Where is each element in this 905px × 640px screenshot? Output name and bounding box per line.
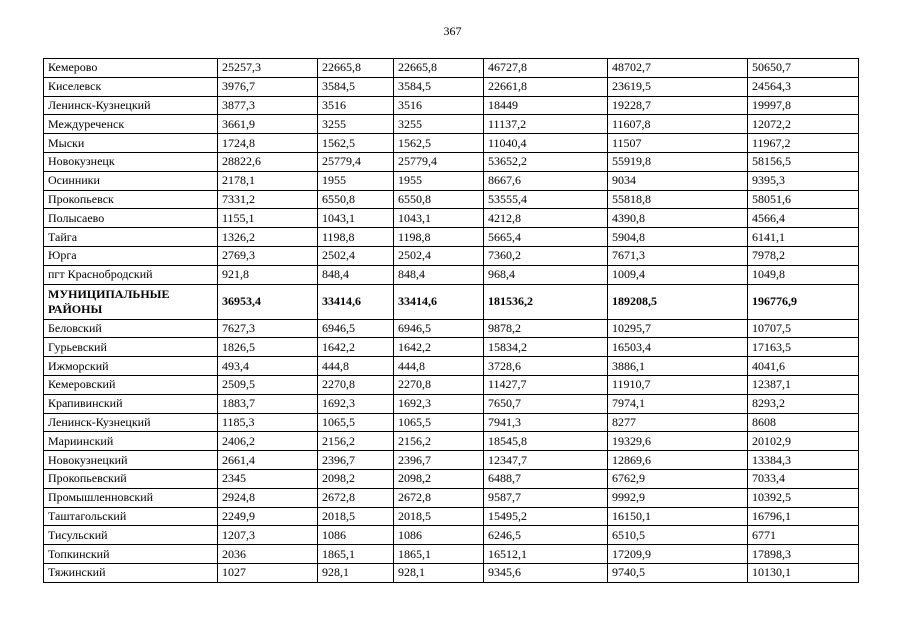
value-cell: 189208,5 <box>608 284 748 319</box>
value-cell: 928,1 <box>394 563 484 582</box>
table-row <box>44 59 859 78</box>
row-name-cell: МУНИЦИПАЛЬНЫЕ РАЙОНЫ <box>44 284 218 319</box>
value-cell: 2249,9 <box>218 507 318 526</box>
value-cell: 10707,5 <box>748 319 859 338</box>
value-cell: 1642,2 <box>318 338 394 357</box>
value-cell: 58051,6 <box>748 190 859 209</box>
value-cell: 1065,5 <box>318 413 394 432</box>
value-cell: 196776,9 <box>748 284 859 319</box>
value-cell: 8608 <box>748 413 859 432</box>
value-cell: 2672,8 <box>394 488 484 507</box>
value-cell: 9992,9 <box>608 488 748 507</box>
value-cell: 9345,6 <box>484 563 608 582</box>
value-cell: 36953,4 <box>218 284 318 319</box>
value-cell: 19329,6 <box>608 432 748 451</box>
value-cell: 16512,1 <box>484 545 608 564</box>
value-cell: 11507 <box>608 134 748 153</box>
value-cell: 1865,1 <box>318 545 394 564</box>
value-cell: 1955 <box>318 171 394 190</box>
value-cell: 12072,2 <box>748 115 859 134</box>
value-cell: 3877,3 <box>218 96 318 115</box>
row-name-cell: Тайга <box>44 228 218 247</box>
value-cell: 24564,3 <box>748 77 859 96</box>
value-cell: 22661,8 <box>484 77 608 96</box>
row-name-cell: Таштагольский <box>44 507 218 526</box>
value-cell: 18545,8 <box>484 432 608 451</box>
value-cell: 5665,4 <box>484 228 608 247</box>
value-cell: 6550,8 <box>394 190 484 209</box>
value-cell: 3886,1 <box>608 357 748 376</box>
table-row <box>44 209 859 228</box>
row-name-cell: пгт Краснобродский <box>44 265 218 284</box>
row-name-cell: Прокопьевский <box>44 469 218 488</box>
value-cell: 9740,5 <box>608 563 748 582</box>
value-cell: 11040,4 <box>484 134 608 153</box>
row-name-cell: Кемеровский <box>44 375 218 394</box>
table-row <box>44 451 859 470</box>
value-cell: 3584,5 <box>318 77 394 96</box>
value-cell: 25779,4 <box>394 152 484 171</box>
value-cell: 3584,5 <box>394 77 484 96</box>
value-cell: 1009,4 <box>608 265 748 284</box>
value-cell: 493,4 <box>218 357 318 376</box>
value-cell: 2509,5 <box>218 375 318 394</box>
value-cell: 33414,6 <box>318 284 394 319</box>
row-name-cell: Тяжинский <box>44 563 218 582</box>
value-cell: 53555,4 <box>484 190 608 209</box>
value-cell: 9395,3 <box>748 171 859 190</box>
value-cell: 2018,5 <box>394 507 484 526</box>
value-cell: 55818,8 <box>608 190 748 209</box>
value-cell: 15495,2 <box>484 507 608 526</box>
value-cell: 18449 <box>484 96 608 115</box>
value-cell: 12869,6 <box>608 451 748 470</box>
value-cell: 15834,2 <box>484 338 608 357</box>
table-row <box>44 563 859 582</box>
value-cell: 1043,1 <box>394 209 484 228</box>
value-cell: 1027 <box>218 563 318 582</box>
value-cell: 3728,6 <box>484 357 608 376</box>
table-row <box>44 338 859 357</box>
page-number: 367 <box>443 24 462 38</box>
value-cell: 921,8 <box>218 265 318 284</box>
value-cell: 10392,5 <box>748 488 859 507</box>
value-cell: 7978,2 <box>748 246 859 265</box>
value-cell: 19997,8 <box>748 96 859 115</box>
table-row <box>44 507 859 526</box>
value-cell: 928,1 <box>318 563 394 582</box>
table-row <box>44 526 859 545</box>
table-row <box>44 115 859 134</box>
value-cell: 19228,7 <box>608 96 748 115</box>
row-name-cell: Мариинский <box>44 432 218 451</box>
value-cell: 6550,8 <box>318 190 394 209</box>
value-cell: 3516 <box>318 96 394 115</box>
value-cell: 181536,2 <box>484 284 608 319</box>
value-cell: 6141,1 <box>748 228 859 247</box>
value-cell: 8293,2 <box>748 394 859 413</box>
row-name-cell: Промышленновский <box>44 488 218 507</box>
value-cell: 16503,4 <box>608 338 748 357</box>
value-cell: 444,8 <box>318 357 394 376</box>
value-cell: 6771 <box>748 526 859 545</box>
table-row <box>44 134 859 153</box>
table-row <box>44 77 859 96</box>
row-name-cell: Ижморский <box>44 357 218 376</box>
value-cell: 2924,8 <box>218 488 318 507</box>
value-cell: 1326,2 <box>218 228 318 247</box>
value-cell: 25257,3 <box>218 59 318 78</box>
value-cell: 1826,5 <box>218 338 318 357</box>
value-cell: 48702,7 <box>608 59 748 78</box>
table-row <box>44 488 859 507</box>
value-cell: 1086 <box>394 526 484 545</box>
value-cell: 1865,1 <box>394 545 484 564</box>
table-row <box>44 96 859 115</box>
row-name-cell: Топкинский <box>44 545 218 564</box>
value-cell: 1198,8 <box>318 228 394 247</box>
value-cell: 1955 <box>394 171 484 190</box>
value-cell: 11137,2 <box>484 115 608 134</box>
value-cell: 33414,6 <box>394 284 484 319</box>
value-cell: 20102,9 <box>748 432 859 451</box>
value-cell: 17209,9 <box>608 545 748 564</box>
value-cell: 1562,5 <box>394 134 484 153</box>
value-cell: 8277 <box>608 413 748 432</box>
value-cell: 11910,7 <box>608 375 748 394</box>
table-body <box>44 59 859 583</box>
value-cell: 4041,6 <box>748 357 859 376</box>
value-cell: 2769,3 <box>218 246 318 265</box>
row-name-cell: Новокузнецкий <box>44 451 218 470</box>
value-cell: 7360,2 <box>484 246 608 265</box>
value-cell: 2396,7 <box>394 451 484 470</box>
value-cell: 2661,4 <box>218 451 318 470</box>
value-cell: 9034 <box>608 171 748 190</box>
table-row <box>44 545 859 564</box>
value-cell: 2018,5 <box>318 507 394 526</box>
value-cell: 17898,3 <box>748 545 859 564</box>
value-cell: 6946,5 <box>394 319 484 338</box>
row-name-cell: Гурьевский <box>44 338 218 357</box>
value-cell: 1692,3 <box>394 394 484 413</box>
value-cell: 10130,1 <box>748 563 859 582</box>
table-row <box>44 190 859 209</box>
row-name-cell: Прокопьевск <box>44 190 218 209</box>
row-name-cell: Мыски <box>44 134 218 153</box>
value-cell: 10295,7 <box>608 319 748 338</box>
value-cell: 6246,5 <box>484 526 608 545</box>
value-cell: 1198,8 <box>394 228 484 247</box>
table-row <box>44 265 859 284</box>
value-cell: 1086 <box>318 526 394 545</box>
row-name-cell: Киселевск <box>44 77 218 96</box>
value-cell: 848,4 <box>318 265 394 284</box>
value-cell: 7650,7 <box>484 394 608 413</box>
value-cell: 2406,2 <box>218 432 318 451</box>
value-cell: 2270,8 <box>394 375 484 394</box>
table-row <box>44 432 859 451</box>
value-cell: 16150,1 <box>608 507 748 526</box>
table-row <box>44 152 859 171</box>
value-cell: 16796,1 <box>748 507 859 526</box>
value-cell: 25779,4 <box>318 152 394 171</box>
value-cell: 1155,1 <box>218 209 318 228</box>
value-cell: 2178,1 <box>218 171 318 190</box>
row-name-cell: Крапивинский <box>44 394 218 413</box>
value-cell: 3516 <box>394 96 484 115</box>
value-cell: 7033,4 <box>748 469 859 488</box>
value-cell: 2036 <box>218 545 318 564</box>
value-cell: 1692,3 <box>318 394 394 413</box>
value-cell: 3255 <box>394 115 484 134</box>
value-cell: 1724,8 <box>218 134 318 153</box>
value-cell: 8667,6 <box>484 171 608 190</box>
value-cell: 1043,1 <box>318 209 394 228</box>
value-cell: 11607,8 <box>608 115 748 134</box>
value-cell: 12347,7 <box>484 451 608 470</box>
value-cell: 6762,9 <box>608 469 748 488</box>
value-cell: 7671,3 <box>608 246 748 265</box>
row-name-cell: Тисульский <box>44 526 218 545</box>
table-row <box>44 394 859 413</box>
value-cell: 2098,2 <box>318 469 394 488</box>
table-row <box>44 469 859 488</box>
row-name-cell: Полысаево <box>44 209 218 228</box>
value-cell: 7974,1 <box>608 394 748 413</box>
value-cell: 1562,5 <box>318 134 394 153</box>
value-cell: 50650,7 <box>748 59 859 78</box>
value-cell: 9878,2 <box>484 319 608 338</box>
value-cell: 2502,4 <box>394 246 484 265</box>
value-cell: 7941,3 <box>484 413 608 432</box>
value-cell: 3255 <box>318 115 394 134</box>
row-name-cell: Беловский <box>44 319 218 338</box>
table-row <box>44 357 859 376</box>
value-cell: 22665,8 <box>394 59 484 78</box>
value-cell: 3976,7 <box>218 77 318 96</box>
row-name-cell: Междуреченск <box>44 115 218 134</box>
value-cell: 6946,5 <box>318 319 394 338</box>
value-cell: 46727,8 <box>484 59 608 78</box>
value-cell: 23619,5 <box>608 77 748 96</box>
value-cell: 1642,2 <box>394 338 484 357</box>
row-name-cell: Новокузнецк <box>44 152 218 171</box>
value-cell: 6510,5 <box>608 526 748 545</box>
value-cell: 2156,2 <box>318 432 394 451</box>
value-cell: 12387,1 <box>748 375 859 394</box>
value-cell: 1049,8 <box>748 265 859 284</box>
value-cell: 968,4 <box>484 265 608 284</box>
table-row <box>44 375 859 394</box>
value-cell: 3661,9 <box>218 115 318 134</box>
value-cell: 58156,5 <box>748 152 859 171</box>
row-name-cell: Ленинск-Кузнецкий <box>44 96 218 115</box>
value-cell: 1207,3 <box>218 526 318 545</box>
value-cell: 4212,8 <box>484 209 608 228</box>
value-cell: 7627,3 <box>218 319 318 338</box>
value-cell: 11967,2 <box>748 134 859 153</box>
value-cell: 2270,8 <box>318 375 394 394</box>
value-cell: 2672,8 <box>318 488 394 507</box>
value-cell: 55919,8 <box>608 152 748 171</box>
data-table <box>43 58 859 583</box>
value-cell: 4390,8 <box>608 209 748 228</box>
value-cell: 53652,2 <box>484 152 608 171</box>
value-cell: 848,4 <box>394 265 484 284</box>
value-cell: 22665,8 <box>318 59 394 78</box>
value-cell: 6488,7 <box>484 469 608 488</box>
table-row <box>44 319 859 338</box>
value-cell: 9587,7 <box>484 488 608 507</box>
value-cell: 1185,3 <box>218 413 318 432</box>
row-name-cell: Юрга <box>44 246 218 265</box>
table-row <box>44 413 859 432</box>
value-cell: 13384,3 <box>748 451 859 470</box>
table-row <box>44 246 859 265</box>
value-cell: 2345 <box>218 469 318 488</box>
value-cell: 1883,7 <box>218 394 318 413</box>
value-cell: 2098,2 <box>394 469 484 488</box>
value-cell: 17163,5 <box>748 338 859 357</box>
value-cell: 11427,7 <box>484 375 608 394</box>
value-cell: 2156,2 <box>394 432 484 451</box>
value-cell: 28822,6 <box>218 152 318 171</box>
table-row <box>44 171 859 190</box>
value-cell: 444,8 <box>394 357 484 376</box>
value-cell: 2396,7 <box>318 451 394 470</box>
value-cell: 7331,2 <box>218 190 318 209</box>
value-cell: 1065,5 <box>394 413 484 432</box>
value-cell: 2502,4 <box>318 246 394 265</box>
table-row <box>44 228 859 247</box>
value-cell: 5904,8 <box>608 228 748 247</box>
row-name-cell: Ленинск-Кузнецкий <box>44 413 218 432</box>
value-cell: 4566,4 <box>748 209 859 228</box>
row-name-cell: Осинники <box>44 171 218 190</box>
group-row <box>44 284 859 319</box>
row-name-cell: Кемерово <box>44 59 218 78</box>
